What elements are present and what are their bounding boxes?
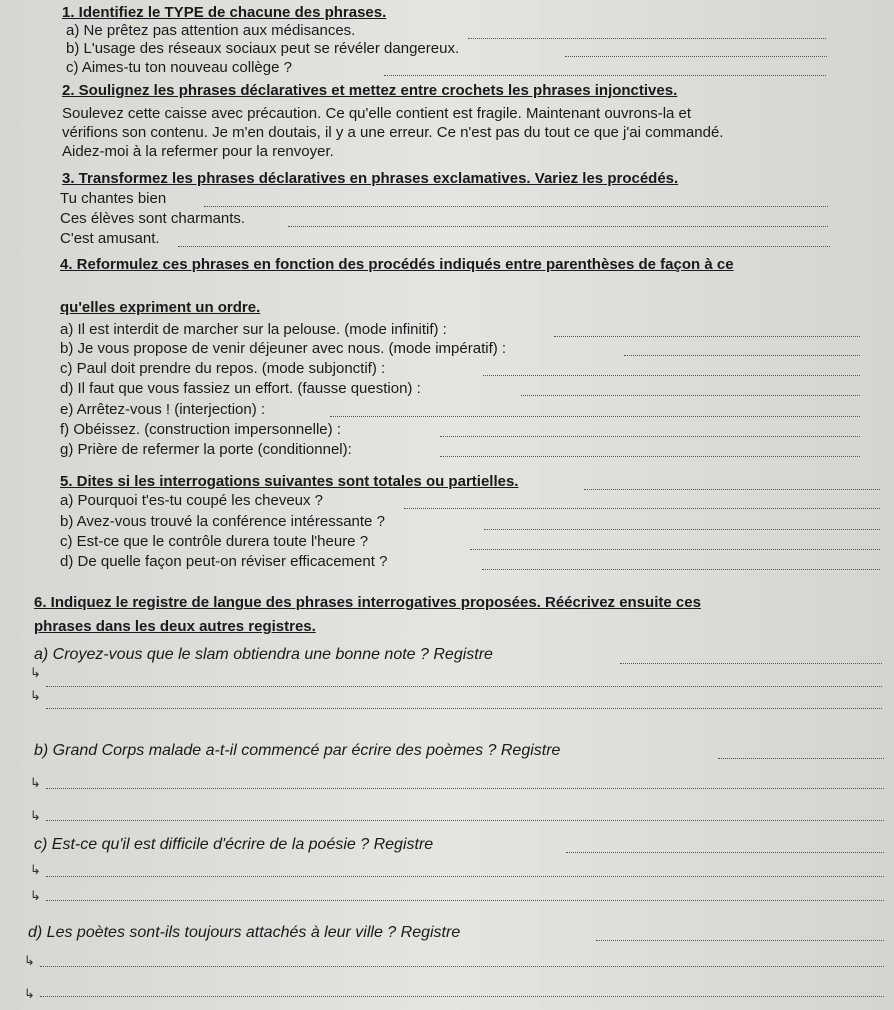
answer-line	[330, 416, 860, 417]
arrow-icon: ↳	[24, 986, 35, 1001]
answer-line	[620, 663, 882, 664]
answer-line	[440, 456, 860, 457]
s1-item-b: b) L'usage des réseaux sociaux peut se révéler dangereux.	[66, 40, 460, 57]
section-3-title: 3. Transformez les phrases déclaratives en phrases exclamatives. Variez les procédés.	[62, 170, 679, 187]
arrow-icon: ↳	[30, 665, 41, 680]
arrow-icon: ↳	[30, 888, 41, 903]
s3-item-3: C'est amusant.	[60, 230, 160, 247]
s4-item-e: e) Arrêtez-vous ! (interjection) :	[60, 401, 266, 418]
answer-line	[596, 940, 884, 941]
answer-line	[46, 708, 882, 709]
answer-line	[565, 56, 827, 57]
s6-item-b: b) Grand Corps malade a-t-il commencé par écrire des poèmes ? Registre	[34, 742, 561, 759]
s5-item-c: c) Est-ce que le contrôle durera toute l'heure ?	[60, 533, 369, 550]
answer-line	[584, 489, 880, 490]
s1-item-c: c) Aimes-tu ton nouveau collège ?	[66, 59, 292, 76]
s4-item-a: a) Il est interdit de marcher sur la pelouse. (mode infinitif) :	[60, 321, 447, 338]
s2-text-line-3: Aidez-moi à la refermer pour la renvoyer.	[62, 143, 334, 160]
s2-text-line-1: Soulevez cette caisse avec précaution. Ce qu'elle contient est fragile. Maintenant ouvrons-la et	[62, 105, 692, 122]
answer-line	[384, 75, 826, 76]
arrow-icon: ↳	[30, 862, 41, 877]
section-4-title-1: 4. Reformulez ces phrases en fonction des procédés indiqués entre parenthèses de façon à ce	[60, 256, 734, 273]
section-2-title: 2. Soulignez les phrases déclaratives et mettez entre crochets les phrases injonctives.	[62, 82, 678, 99]
answer-line	[46, 686, 882, 687]
s5-item-b: b) Avez-vous trouvé la conférence intéressante ?	[60, 513, 385, 530]
answer-line	[46, 820, 884, 821]
answer-line	[484, 529, 880, 530]
s5-item-d: d) De quelle façon peut-on réviser efficacement ?	[60, 553, 388, 570]
answer-line	[46, 788, 884, 789]
answer-line	[554, 336, 860, 337]
answer-line	[470, 549, 880, 550]
answer-line	[178, 246, 830, 247]
answer-line	[521, 395, 860, 396]
answer-line	[718, 758, 884, 759]
answer-line	[46, 900, 884, 901]
section-4-title-2: qu'elles expriment un ordre.	[60, 299, 261, 316]
section-6-title-1: 6. Indiquez le registre de langue des phrases interrogatives proposées. Réécrivez ensuite ces	[34, 594, 701, 611]
section-6-title-2: phrases dans les deux autres registres.	[34, 618, 316, 635]
answer-line	[566, 852, 884, 853]
s3-item-1: Tu chantes bien	[60, 190, 167, 207]
s4-item-d: d) Il faut que vous fassiez un effort. (fausse question) :	[60, 380, 421, 397]
answer-line	[440, 436, 860, 437]
s6-item-d: d) Les poètes sont-ils toujours attachés à leur ville ? Registre	[28, 924, 461, 941]
arrow-icon: ↳	[24, 953, 35, 968]
s5-item-a: a) Pourquoi t'es-tu coupé les cheveux ?	[60, 492, 324, 509]
answer-line	[204, 206, 828, 207]
arrow-icon: ↳	[30, 808, 41, 823]
answer-line	[404, 508, 880, 509]
s4-item-g: g) Prière de refermer la porte (conditionnel):	[60, 441, 352, 458]
section-1-title: 1. Identifiez le TYPE de chacune des phrases.	[62, 4, 387, 21]
arrow-icon: ↳	[30, 688, 41, 703]
answer-line	[40, 996, 884, 997]
answer-line	[46, 876, 884, 877]
s6-item-a: a) Croyez-vous que le slam obtiendra une bonne note ? Registre	[34, 646, 493, 663]
s1-item-a: a) Ne prêtez pas attention aux médisances.	[66, 22, 356, 39]
answer-line	[468, 38, 826, 39]
s6-item-c: c) Est-ce qu'il est difficile d'écrire de la poésie ? Registre	[34, 836, 434, 853]
answer-line	[40, 966, 884, 967]
s4-item-f: f) Obéissez. (construction impersonnelle) :	[60, 421, 341, 438]
section-5-title: 5. Dites si les interrogations suivantes sont totales ou partielles.	[60, 473, 519, 490]
answer-line	[483, 375, 860, 376]
answer-line	[482, 569, 880, 570]
s2-text-line-2: vérifions son contenu. Je m'en doutais, il y a une erreur. Ce n'est pas du tout ce que j'ai commandé.	[62, 124, 724, 141]
s4-item-c: c) Paul doit prendre du repos. (mode subjonctif) :	[60, 360, 386, 377]
answer-line	[288, 226, 828, 227]
arrow-icon: ↳	[30, 775, 41, 790]
s4-item-b: b) Je vous propose de venir déjeuner avec nous. (mode impératif) :	[60, 340, 507, 357]
answer-line	[624, 355, 860, 356]
s3-item-2: Ces élèves sont charmants.	[60, 210, 246, 227]
